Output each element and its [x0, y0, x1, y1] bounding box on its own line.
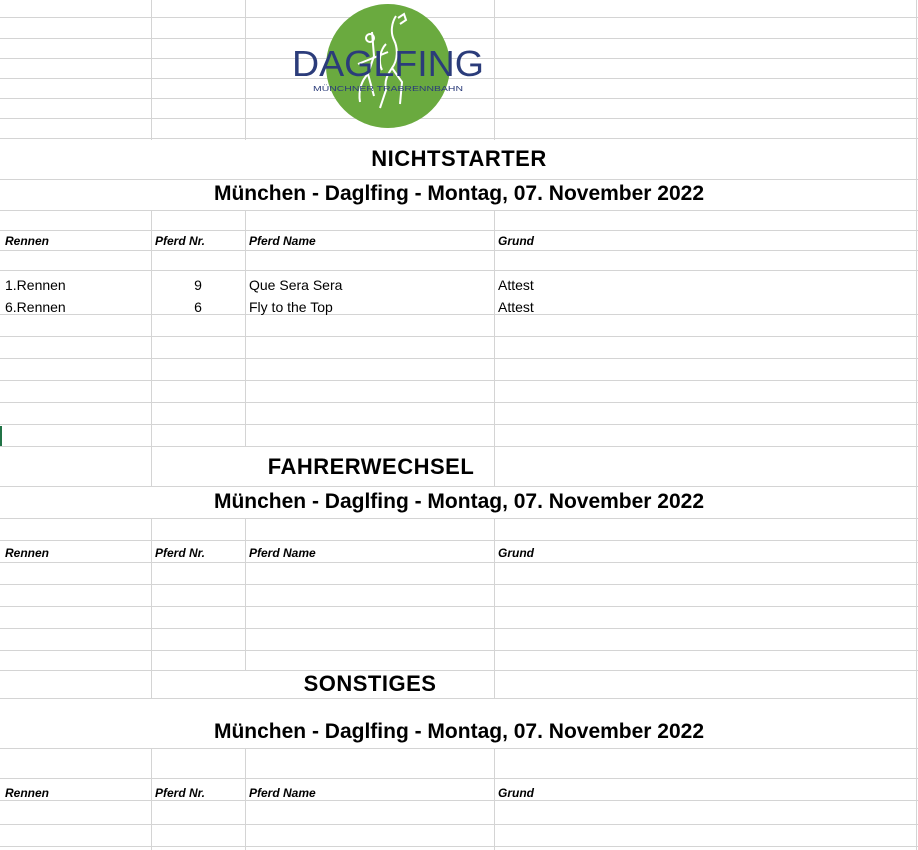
row-line [0, 562, 918, 563]
section-title-sonstiges: SONSTIGES [303, 671, 437, 696]
column-line [151, 210, 152, 446]
header-grund: Grund [498, 234, 534, 248]
row-line [0, 486, 918, 487]
row-line [0, 314, 918, 315]
row-line [0, 650, 918, 651]
row-line [0, 446, 918, 447]
row-line [0, 210, 918, 211]
header-rennen: Rennen [5, 234, 50, 248]
column-line [245, 210, 246, 446]
column-line [245, 748, 246, 850]
column-line [151, 0, 152, 140]
header-pferd-name: Pferd Name [249, 786, 316, 800]
cell-pferd-name[interactable]: Fly to the Top [249, 299, 333, 315]
cell-pferd-nr[interactable]: 9 [194, 277, 202, 293]
row-line [0, 380, 918, 381]
selected-cell-indicator [0, 426, 2, 446]
header-pferd-nr: Pferd Nr. [155, 786, 206, 800]
column-line [151, 518, 152, 698]
row-line [0, 670, 918, 671]
cell-grund[interactable]: Attest [498, 277, 534, 293]
row-line [0, 606, 918, 607]
header-pferd-nr: Pferd Nr. [155, 234, 206, 248]
header-rennen: Rennen [5, 546, 50, 560]
section-title-nichtstarter: NICHTSTARTER [371, 146, 547, 171]
row-line [0, 540, 918, 541]
row-line [0, 584, 918, 585]
cell-rennen[interactable]: 6.Rennen [5, 299, 66, 315]
row-line [0, 424, 918, 425]
cell-grund[interactable]: Attest [498, 299, 534, 315]
section-title-fahrerwechsel: FAHRERWECHSEL [267, 454, 475, 479]
header-pferd-name: Pferd Name [249, 234, 316, 248]
header-rennen: Rennen [5, 786, 50, 800]
row-line [0, 336, 918, 337]
cell-rennen[interactable]: 1.Rennen [5, 277, 66, 293]
row-line [0, 800, 918, 801]
header-pferd-nr: Pferd Nr. [155, 546, 206, 560]
logo-tagline: MÜNCHNER TRABRENNBAHN [313, 84, 463, 93]
column-line [151, 748, 152, 850]
row-line [0, 230, 918, 231]
row-line [0, 778, 918, 779]
header-pferd-name: Pferd Name [249, 546, 316, 560]
daglfing-logo [288, 4, 488, 128]
column-line [494, 0, 495, 140]
column-line [245, 518, 246, 670]
column-line [245, 0, 246, 140]
row-line [0, 748, 918, 749]
section-subtitle: München - Daglfing - Montag, 07. November 2022 [213, 720, 705, 743]
logo-wordmark: DAGLFING [292, 43, 484, 84]
row-line [0, 518, 918, 519]
header-grund: Grund [498, 786, 534, 800]
column-line [494, 518, 495, 698]
row-line [0, 179, 918, 180]
row-line [0, 270, 918, 271]
cell-pferd-nr[interactable]: 6 [194, 299, 202, 315]
header-grund: Grund [498, 546, 534, 560]
section-subtitle: München - Daglfing - Montag, 07. November 2022 [213, 490, 705, 513]
row-line [0, 138, 918, 139]
row-line [0, 402, 918, 403]
row-line [0, 628, 918, 629]
row-line [0, 824, 918, 825]
row-line [0, 846, 918, 847]
row-line [0, 250, 918, 251]
section-subtitle: München - Daglfing - Montag, 07. November 2022 [213, 182, 705, 205]
row-line [0, 358, 918, 359]
column-line [494, 748, 495, 850]
row-line [0, 698, 918, 699]
cell-pferd-name[interactable]: Que Sera Sera [249, 277, 343, 293]
column-line [494, 210, 495, 486]
